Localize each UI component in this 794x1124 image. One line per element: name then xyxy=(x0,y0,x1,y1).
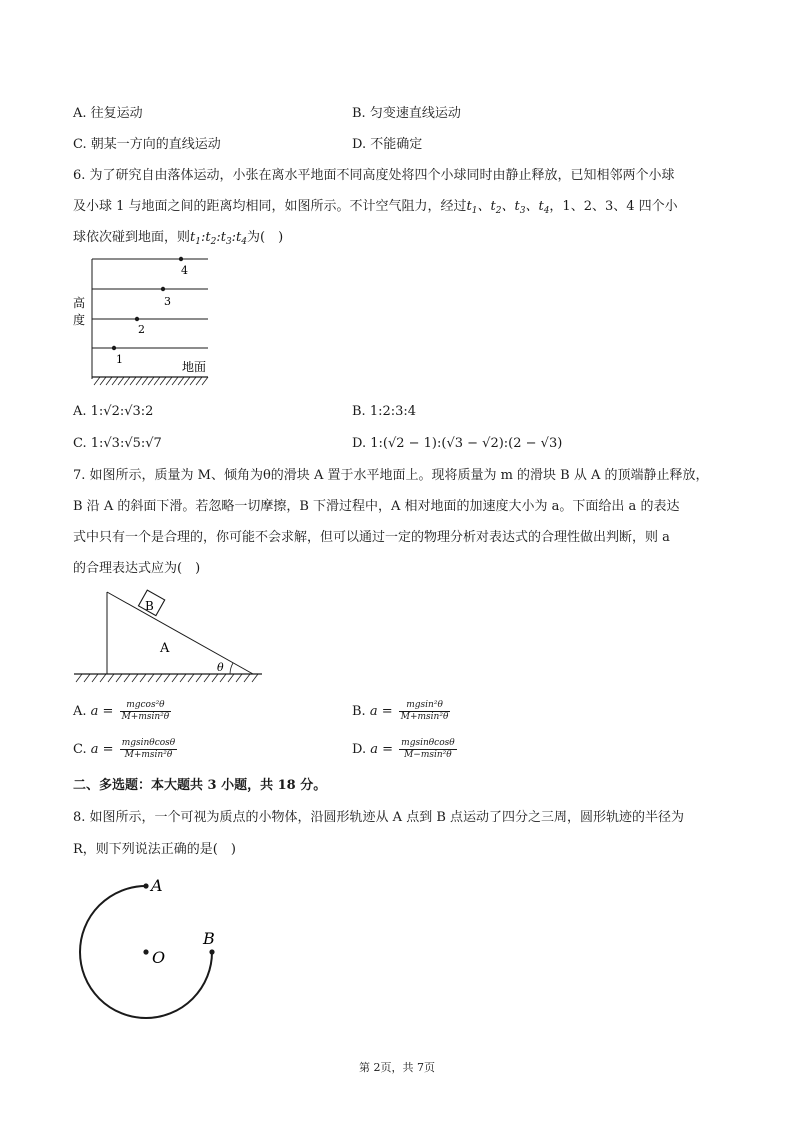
q6-option-b: B. 1:2:3:4 xyxy=(352,404,417,419)
q8-label-a: A xyxy=(151,876,163,895)
q7-wedge-slope xyxy=(107,592,253,674)
q7-stem-line4: 的合理表达式应为( ) xyxy=(73,561,201,576)
q7-figure xyxy=(72,588,264,684)
q8-stem-line2: R，则下列说法正确的是( ) xyxy=(73,842,236,857)
q7-option-c-fraction xyxy=(120,738,178,761)
q6-option-c: C. 1:√3:√5:√7 xyxy=(73,436,162,451)
q7-option-a-den: M+msin²θ xyxy=(121,712,170,722)
q5-option-c: C. 朝某一方向的直线运动 xyxy=(73,137,221,152)
q7-option-c-den: M+msin²θ xyxy=(124,750,173,760)
q6-stem-line3 xyxy=(73,228,283,252)
q7-option-d-num: mgsinθcosθ xyxy=(401,738,455,748)
q7-ground-hatch xyxy=(76,674,258,682)
q8-point-b xyxy=(209,949,214,954)
q7-option-a-fraction xyxy=(120,700,172,723)
q7-option-c-num: mgsinθcosθ xyxy=(121,738,176,748)
q7-option-d xyxy=(352,738,457,761)
q6-stem-line1: 6. 为了研究自由落体运动，小张在离水平地面不同高度处将四个小球同时由静止释放，已知相邻两个小球 xyxy=(73,168,675,183)
q7-option-c-lhs: a = xyxy=(90,742,114,757)
q5-option-a: A. 往复运动 xyxy=(73,106,143,121)
q6-stem-line3-b: 为( ) xyxy=(247,230,284,245)
q6-ball-label-2: 2 xyxy=(138,323,145,336)
q7-option-b-fraction xyxy=(399,700,451,723)
q6-ground-hatch xyxy=(94,377,208,385)
q6-stem-line3-a: 球依次碰到地面，则 xyxy=(73,230,191,245)
q7-option-b-num: mgsin²θ xyxy=(399,700,451,712)
q8-stem-line1: 8. 如图所示，一个可视为质点的小物体，沿圆形轨迹从 A 点到 B 点运动了四分之三周，圆形轨迹的半径为 xyxy=(73,810,685,825)
q7-option-b xyxy=(352,700,450,723)
q5-option-b: B. 匀变速直线运动 xyxy=(352,106,461,121)
q6-times: $t_1$、$t_2$、$t_3$、$t_4$ xyxy=(466,199,550,216)
q6-ball-2 xyxy=(135,317,139,321)
q6-ball-label-1: 1 xyxy=(116,353,123,366)
q7-option-b-lhs: a = xyxy=(369,704,393,719)
q7-option-b-den: M+msin²θ xyxy=(400,712,449,722)
q6-option-d: D. 1:(√2 − 1):(√3 − √2):(2 − √3) xyxy=(352,436,563,451)
q7-block-a-label: A xyxy=(160,641,170,656)
q7-option-c xyxy=(73,738,177,761)
q7-option-a-label: A. xyxy=(73,704,87,719)
q7-option-c-label: C. xyxy=(73,742,87,757)
q7-angle-arc xyxy=(230,663,233,674)
q6-ball-label-4: 4 xyxy=(181,264,188,277)
q7-option-a xyxy=(73,700,171,723)
q7-option-b-label: B. xyxy=(352,704,366,719)
q6-stem-line2-b: ，1、2、3、4 四个小 xyxy=(549,199,678,214)
q7-option-a-num: mgcos²θ xyxy=(120,700,172,712)
q7-option-d-lhs: a = xyxy=(370,742,394,757)
q6-ball-4 xyxy=(179,257,183,261)
q6-option-a: A. 1:√2:√3:2 xyxy=(73,404,154,419)
q8-figure xyxy=(72,872,232,1022)
page-footer: 第 2页，共 7页 xyxy=(359,1061,435,1074)
q8-label-b: B xyxy=(203,929,215,948)
q6-stem-line2-a: 及小球 1 与地面之间的距离均相同，如图所示。不计空气阻力，经过 xyxy=(73,199,467,214)
q8-point-a xyxy=(143,883,148,888)
q6-ball-3 xyxy=(161,287,165,291)
q7-stem-line3: 式中只有一个是合理的，你可能不会求解，但可以通过一定的物理分析对表达式的合理性做出判断，则 a xyxy=(73,530,670,545)
q7-block-b-label: B xyxy=(145,599,154,613)
q8-center-o xyxy=(143,949,148,954)
q8-label-o: O xyxy=(152,948,166,967)
q7-stem-line2: B 沿 A 的斜面下滑。若忽略一切摩擦，B 下滑过程中，A 相对地面的加速度大小为 a。下面给出 a 的表达 xyxy=(73,499,680,514)
q7-option-d-den: M−msin²θ xyxy=(404,750,452,760)
q6-figure xyxy=(70,255,220,390)
q7-option-d-label: D. xyxy=(352,742,367,757)
section-heading-multiple-choice: 二、多选题：本大题共 3 小题，共 18 分。 xyxy=(73,778,327,793)
q6-axis-label-1: 高 xyxy=(73,296,86,310)
q7-angle-label: θ xyxy=(217,661,224,674)
q6-ball-label-3: 3 xyxy=(164,295,171,308)
q5-option-d: D. 不能确定 xyxy=(352,137,423,152)
q7-option-d-fraction xyxy=(399,738,457,761)
q6-stem-line2 xyxy=(73,197,678,221)
q7-stem-line1: 7. 如图所示，质量为 M、倾角为θ的滑块 A 置于水平地面上。现将质量为 m 的滑块 B 从 A 的顶端静止释放， xyxy=(73,468,709,483)
q6-ground-label: 地面 xyxy=(182,360,207,374)
q6-axis-label-2: 度 xyxy=(73,313,86,327)
q6-ratio: $t_1:t_2:t_3:t_4$ xyxy=(190,230,248,247)
q7-option-a-lhs: a = xyxy=(90,704,114,719)
q6-ball-1 xyxy=(112,346,116,350)
